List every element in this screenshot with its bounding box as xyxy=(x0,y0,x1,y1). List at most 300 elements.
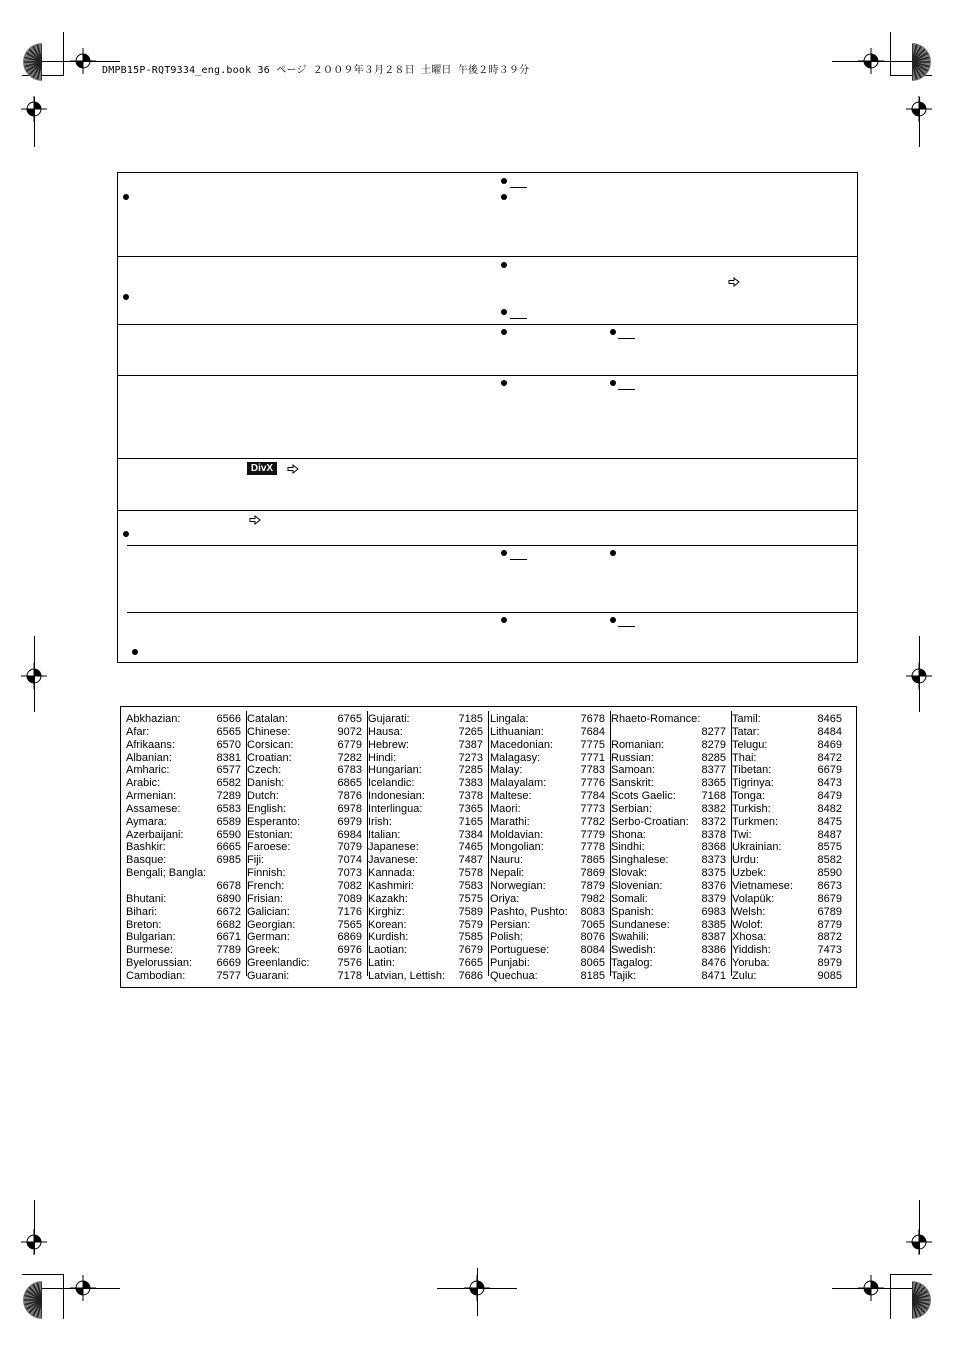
language-code: 7779 xyxy=(580,828,605,841)
language-name: Shona: xyxy=(611,828,646,841)
language-row xyxy=(368,841,483,854)
language-row xyxy=(732,841,842,854)
language-name: Slovenian: xyxy=(611,879,663,892)
language-code: 6979 xyxy=(337,815,362,828)
language-row xyxy=(126,790,241,803)
language-row xyxy=(247,854,362,867)
language-name: Turkish: xyxy=(732,802,771,815)
language-name: Frisian: xyxy=(247,892,284,905)
language-code: 8471 xyxy=(701,969,726,982)
language-row xyxy=(247,970,362,983)
language-name: Singhalese: xyxy=(611,854,669,867)
language-name: Danish: xyxy=(247,777,285,790)
language-name: Latvian, Lettish: xyxy=(368,969,446,982)
language-code: 7185 xyxy=(458,713,483,725)
language-row xyxy=(732,893,842,906)
language-name: Tatar: xyxy=(732,725,760,738)
crop-line xyxy=(890,1274,932,1275)
language-row xyxy=(611,764,726,777)
language-code: 8277 xyxy=(701,725,726,738)
language-name: Quechua: xyxy=(490,969,538,982)
language-name: Icelandic: xyxy=(368,777,415,790)
language-name: Albanian: xyxy=(126,751,172,764)
language-name: Nauru: xyxy=(490,854,524,867)
language-name: Kashmiri: xyxy=(368,879,414,892)
language-row xyxy=(126,867,241,880)
crop-line xyxy=(40,1288,120,1289)
blank-underline xyxy=(510,559,527,560)
language-name: Welsh: xyxy=(732,905,766,918)
language-row xyxy=(732,739,842,752)
language-name: Yoruba: xyxy=(732,957,770,970)
language-code: 7589 xyxy=(458,905,483,918)
language-code: 7665 xyxy=(458,957,483,970)
language-code: 7775 xyxy=(580,738,605,751)
language-code: 8373 xyxy=(701,854,726,867)
language-row xyxy=(247,957,362,970)
language-row xyxy=(126,752,241,765)
language-name: Swahili: xyxy=(611,931,649,944)
language-code: 8084 xyxy=(580,944,605,957)
language-row xyxy=(126,764,241,777)
language-row xyxy=(368,970,483,983)
crop-line xyxy=(63,1274,64,1319)
language-name: Moldavian: xyxy=(490,828,544,841)
language-row xyxy=(368,764,483,777)
language-name: Ukrainian: xyxy=(732,841,782,854)
language-name: Maltese: xyxy=(490,790,532,803)
color-target-icon xyxy=(912,42,932,82)
language-row xyxy=(247,726,362,739)
language-row xyxy=(490,919,605,932)
language-row xyxy=(126,803,241,816)
language-row xyxy=(611,957,726,970)
language-name: Urdu: xyxy=(732,854,759,867)
language-code: 7082 xyxy=(337,879,362,892)
language-code: 6984 xyxy=(337,828,362,841)
language-code: 8076 xyxy=(580,931,605,944)
language-row xyxy=(732,931,842,944)
language-name: Cambodian: xyxy=(126,969,186,982)
bullet-icon xyxy=(123,294,129,300)
language-name: Japanese: xyxy=(368,841,419,854)
language-row xyxy=(126,919,241,932)
language-name: Zulu: xyxy=(732,969,757,982)
language-name: Corsican: xyxy=(247,738,294,751)
language-code: 8381 xyxy=(216,751,241,764)
settings-table xyxy=(117,172,858,663)
language-name: Armenian: xyxy=(126,790,177,803)
language-name: Lingala: xyxy=(490,713,529,725)
language-row xyxy=(368,880,483,893)
language-code: 6789 xyxy=(817,905,842,918)
language-code: 6671 xyxy=(216,931,241,944)
language-column xyxy=(126,713,241,983)
language-row xyxy=(732,944,842,957)
language-name: Russian: xyxy=(611,751,654,764)
crop-line xyxy=(22,1274,64,1275)
language-code: 8185 xyxy=(580,969,605,982)
language-code: 8673 xyxy=(817,879,842,892)
language-name: Chinese: xyxy=(247,725,291,738)
language-row xyxy=(368,944,483,957)
language-name: Byelorussian: xyxy=(126,957,193,970)
language-name: Laotian: xyxy=(368,944,408,957)
crop-line xyxy=(34,1200,35,1254)
language-name: Malagasy: xyxy=(490,751,541,764)
language-name: Greek: xyxy=(247,944,281,957)
arrow-right-icon xyxy=(728,277,740,287)
language-name: Serbian: xyxy=(611,802,652,815)
language-row xyxy=(611,944,726,957)
language-name: Turkmen: xyxy=(732,815,779,828)
language-code: 7079 xyxy=(337,841,362,854)
language-name: English: xyxy=(247,802,287,815)
language-code: 7982 xyxy=(580,892,605,905)
language-name: Tamil: xyxy=(732,713,761,725)
language-code: 7473 xyxy=(817,944,842,957)
language-name: Javanese: xyxy=(368,854,419,867)
language-code: 7771 xyxy=(580,751,605,764)
language-code: 7465 xyxy=(458,841,483,854)
language-code: 7065 xyxy=(580,918,605,931)
language-row xyxy=(611,803,726,816)
language-code: 7365 xyxy=(458,802,483,815)
language-code: 7384 xyxy=(458,828,483,841)
language-row xyxy=(247,919,362,932)
language-name: Kirghiz: xyxy=(368,905,405,918)
blank-underline xyxy=(618,626,635,627)
language-name: Abkhazian: xyxy=(126,713,181,725)
language-row xyxy=(490,764,605,777)
bullet-icon xyxy=(123,194,129,200)
language-code: 7776 xyxy=(580,777,605,790)
language-row xyxy=(611,919,726,932)
language-name: Estonian: xyxy=(247,828,293,841)
language-name: Telugu: xyxy=(732,738,768,751)
language-name: Burmese: xyxy=(126,944,174,957)
language-name: Punjabi: xyxy=(490,957,530,970)
language-name: Tagalog: xyxy=(611,957,653,970)
language-row xyxy=(368,906,483,919)
language-code: 7869 xyxy=(580,867,605,880)
language-code: 6589 xyxy=(216,815,241,828)
bullet-icon xyxy=(501,262,507,268)
language-code: 8365 xyxy=(701,777,726,790)
language-name: Hindi: xyxy=(368,751,397,764)
language-row xyxy=(368,790,483,803)
language-code: 7089 xyxy=(337,892,362,905)
blank-underline xyxy=(510,187,527,188)
language-row xyxy=(368,777,483,790)
language-code: 7778 xyxy=(580,841,605,854)
language-name: Afar: xyxy=(126,725,150,738)
language-code: 6983 xyxy=(701,905,726,918)
language-name: Malayalam: xyxy=(490,777,547,790)
language-code: 8979 xyxy=(817,957,842,970)
language-row xyxy=(490,752,605,765)
language-name: Sanskrit: xyxy=(611,777,654,790)
language-code: 7686 xyxy=(458,969,483,982)
language-row xyxy=(247,790,362,803)
bullet-icon xyxy=(501,194,507,200)
language-row xyxy=(490,713,605,726)
language-code: 7578 xyxy=(458,867,483,880)
language-code: 7879 xyxy=(580,879,605,892)
bullet-icon xyxy=(501,380,507,386)
language-row xyxy=(490,906,605,919)
language-row xyxy=(611,829,726,842)
language-code: 6566 xyxy=(216,713,241,725)
language-code: 6682 xyxy=(216,918,241,931)
language-row xyxy=(126,829,241,842)
language-name: Azerbaijani: xyxy=(126,828,184,841)
language-row xyxy=(732,867,842,880)
language-code: 7282 xyxy=(337,751,362,764)
language-name: Gujarati: xyxy=(368,713,410,725)
language-name: Malay: xyxy=(490,764,523,777)
bullet-icon xyxy=(501,309,507,315)
language-row xyxy=(732,816,842,829)
language-name: Norwegian: xyxy=(490,879,546,892)
arrow-right-icon xyxy=(287,464,299,474)
language-code: 8387 xyxy=(701,931,726,944)
language-code: 8376 xyxy=(701,879,726,892)
language-code: 8279 xyxy=(701,738,726,751)
row-divider xyxy=(118,458,857,459)
language-row xyxy=(247,777,362,790)
language-name: Spanish: xyxy=(611,905,654,918)
language-code: 7876 xyxy=(337,790,362,803)
language-row xyxy=(368,726,483,739)
language-name: Romanian: xyxy=(611,738,665,751)
language-row xyxy=(126,816,241,829)
language-row xyxy=(126,906,241,919)
language-row xyxy=(368,829,483,842)
book-file-info: DMPB15P-RQT9334_eng.book 36 ページ ２００９年３月２８日 土曜日 午後２時３９分 xyxy=(102,65,530,76)
language-code: 7789 xyxy=(216,944,241,957)
language-code: 7679 xyxy=(458,944,483,957)
language-row xyxy=(490,931,605,944)
language-code: 7073 xyxy=(337,867,362,880)
language-row xyxy=(732,854,842,867)
language-code: 7289 xyxy=(216,790,241,803)
language-code: 7865 xyxy=(580,854,605,867)
language-row xyxy=(126,854,241,867)
language-row xyxy=(611,854,726,867)
language-row xyxy=(732,880,842,893)
language-name: Scots Gaelic: xyxy=(611,790,676,803)
language-row xyxy=(490,739,605,752)
language-name: Afrikaans: xyxy=(126,738,175,751)
language-code: 8372 xyxy=(701,815,726,828)
language-name: Czech: xyxy=(247,764,282,777)
language-column xyxy=(368,713,483,983)
bullet-icon xyxy=(610,550,616,556)
bullet-icon xyxy=(123,531,129,537)
language-row xyxy=(490,944,605,957)
divx-logo: DivX xyxy=(247,462,277,475)
language-code: 7773 xyxy=(580,802,605,815)
language-name: Wolof: xyxy=(732,918,763,931)
bullet-icon xyxy=(501,550,507,556)
language-name: Korean: xyxy=(368,918,407,931)
language-name: Finnish: xyxy=(247,867,286,880)
row-divider xyxy=(118,375,857,376)
language-name: Greenlandic: xyxy=(247,957,310,970)
language-row xyxy=(732,777,842,790)
language-row xyxy=(247,841,362,854)
language-code: 7378 xyxy=(458,790,483,803)
language-row xyxy=(732,829,842,842)
language-code: 8679 xyxy=(817,892,842,905)
language-name: Kurdish: xyxy=(368,931,409,944)
language-name: Dutch: xyxy=(247,790,279,803)
bullet-icon xyxy=(501,617,507,623)
language-name: Latin: xyxy=(368,957,395,970)
language-row xyxy=(126,931,241,944)
language-code: 7576 xyxy=(337,957,362,970)
language-name: Pashto, Pushto: xyxy=(490,905,568,918)
language-code: 7678 xyxy=(580,713,605,725)
language-code: 8382 xyxy=(701,802,726,815)
language-row xyxy=(126,957,241,970)
language-code: 7265 xyxy=(458,725,483,738)
language-row xyxy=(611,880,726,893)
language-name: Tonga: xyxy=(732,790,766,803)
language-row xyxy=(611,790,726,803)
language-code: 6672 xyxy=(216,905,241,918)
language-name: Marathi: xyxy=(490,815,530,828)
language-code: 6976 xyxy=(337,944,362,957)
language-code: 7784 xyxy=(580,790,605,803)
language-name: Esperanto: xyxy=(247,815,301,828)
language-code: 6783 xyxy=(337,764,362,777)
language-row xyxy=(490,777,605,790)
language-column xyxy=(732,713,842,983)
language-name: Rhaeto-Romance: xyxy=(611,713,701,725)
language-code: 8476 xyxy=(701,957,726,970)
crop-line xyxy=(890,32,891,75)
crop-line xyxy=(890,1274,891,1319)
language-row xyxy=(611,867,726,880)
language-name: Lithuanian: xyxy=(490,725,544,738)
language-row xyxy=(732,752,842,765)
language-code: 8065 xyxy=(580,957,605,970)
language-row xyxy=(368,752,483,765)
language-code: 8377 xyxy=(701,764,726,777)
language-code: 6583 xyxy=(216,802,241,815)
language-code: 8482 xyxy=(817,802,842,815)
bullet-icon xyxy=(501,329,507,335)
language-row xyxy=(247,829,362,842)
language-code: 6669 xyxy=(216,957,241,970)
language-name: Faroese: xyxy=(247,841,291,854)
language-row xyxy=(611,893,726,906)
language-code: 8083 xyxy=(580,905,605,918)
language-code: 7383 xyxy=(458,777,483,790)
language-name: Interlingua: xyxy=(368,802,423,815)
language-code: 7387 xyxy=(458,738,483,751)
language-row xyxy=(732,790,842,803)
language-code: 7168 xyxy=(701,790,726,803)
language-row xyxy=(611,726,726,739)
language-code: 7577 xyxy=(216,969,241,982)
language-row xyxy=(611,906,726,919)
row-divider xyxy=(118,510,857,511)
language-row xyxy=(732,713,842,726)
language-name: Italian: xyxy=(368,828,401,841)
language-name: Yiddish: xyxy=(732,944,771,957)
language-row xyxy=(611,713,726,726)
language-name: Bihari: xyxy=(126,905,158,918)
language-code: 6869 xyxy=(337,931,362,944)
language-code: 8368 xyxy=(701,841,726,854)
language-name: French: xyxy=(247,879,285,892)
language-code: 6678 xyxy=(216,879,241,892)
language-row xyxy=(611,777,726,790)
language-code: 8378 xyxy=(701,828,726,841)
language-code: 6582 xyxy=(216,777,241,790)
language-name: Kazakh: xyxy=(368,892,408,905)
language-code: 8285 xyxy=(701,751,726,764)
language-row xyxy=(490,854,605,867)
language-code: 7782 xyxy=(580,815,605,828)
crop-line xyxy=(40,61,120,62)
language-row xyxy=(732,726,842,739)
language-name: Uzbek: xyxy=(732,867,767,880)
language-row xyxy=(126,777,241,790)
language-name: Twi: xyxy=(732,828,752,841)
language-code: 8385 xyxy=(701,918,726,931)
language-row xyxy=(490,803,605,816)
language-code: 7585 xyxy=(458,931,483,944)
language-row xyxy=(126,893,241,906)
language-code: 8375 xyxy=(701,867,726,880)
language-code: 8475 xyxy=(817,815,842,828)
blank-underline xyxy=(618,389,635,390)
language-name: Persian: xyxy=(490,918,531,931)
language-row xyxy=(368,713,483,726)
language-row xyxy=(611,739,726,752)
language-row xyxy=(368,739,483,752)
language-row xyxy=(247,944,362,957)
language-row xyxy=(490,880,605,893)
arrow-right-icon xyxy=(249,515,261,525)
language-row xyxy=(126,739,241,752)
language-row xyxy=(126,841,241,854)
language-name: Macedonian: xyxy=(490,738,553,751)
language-row xyxy=(247,893,362,906)
crop-line xyxy=(832,1288,912,1289)
language-row xyxy=(126,726,241,739)
language-code: 9085 xyxy=(817,969,842,982)
row-divider xyxy=(127,545,857,546)
language-name: Irish: xyxy=(368,815,392,828)
language-name: Volapük: xyxy=(732,892,775,905)
language-name: Hungarian: xyxy=(368,764,422,777)
language-code: 7273 xyxy=(458,751,483,764)
language-row xyxy=(126,944,241,957)
language-code: 7583 xyxy=(458,879,483,892)
language-code: 7783 xyxy=(580,764,605,777)
language-name: Somali: xyxy=(611,892,648,905)
language-name: Aymara: xyxy=(126,815,167,828)
language-row xyxy=(126,970,241,983)
language-code: 7165 xyxy=(458,815,483,828)
language-code: 6890 xyxy=(216,892,241,905)
crop-line xyxy=(63,32,64,75)
